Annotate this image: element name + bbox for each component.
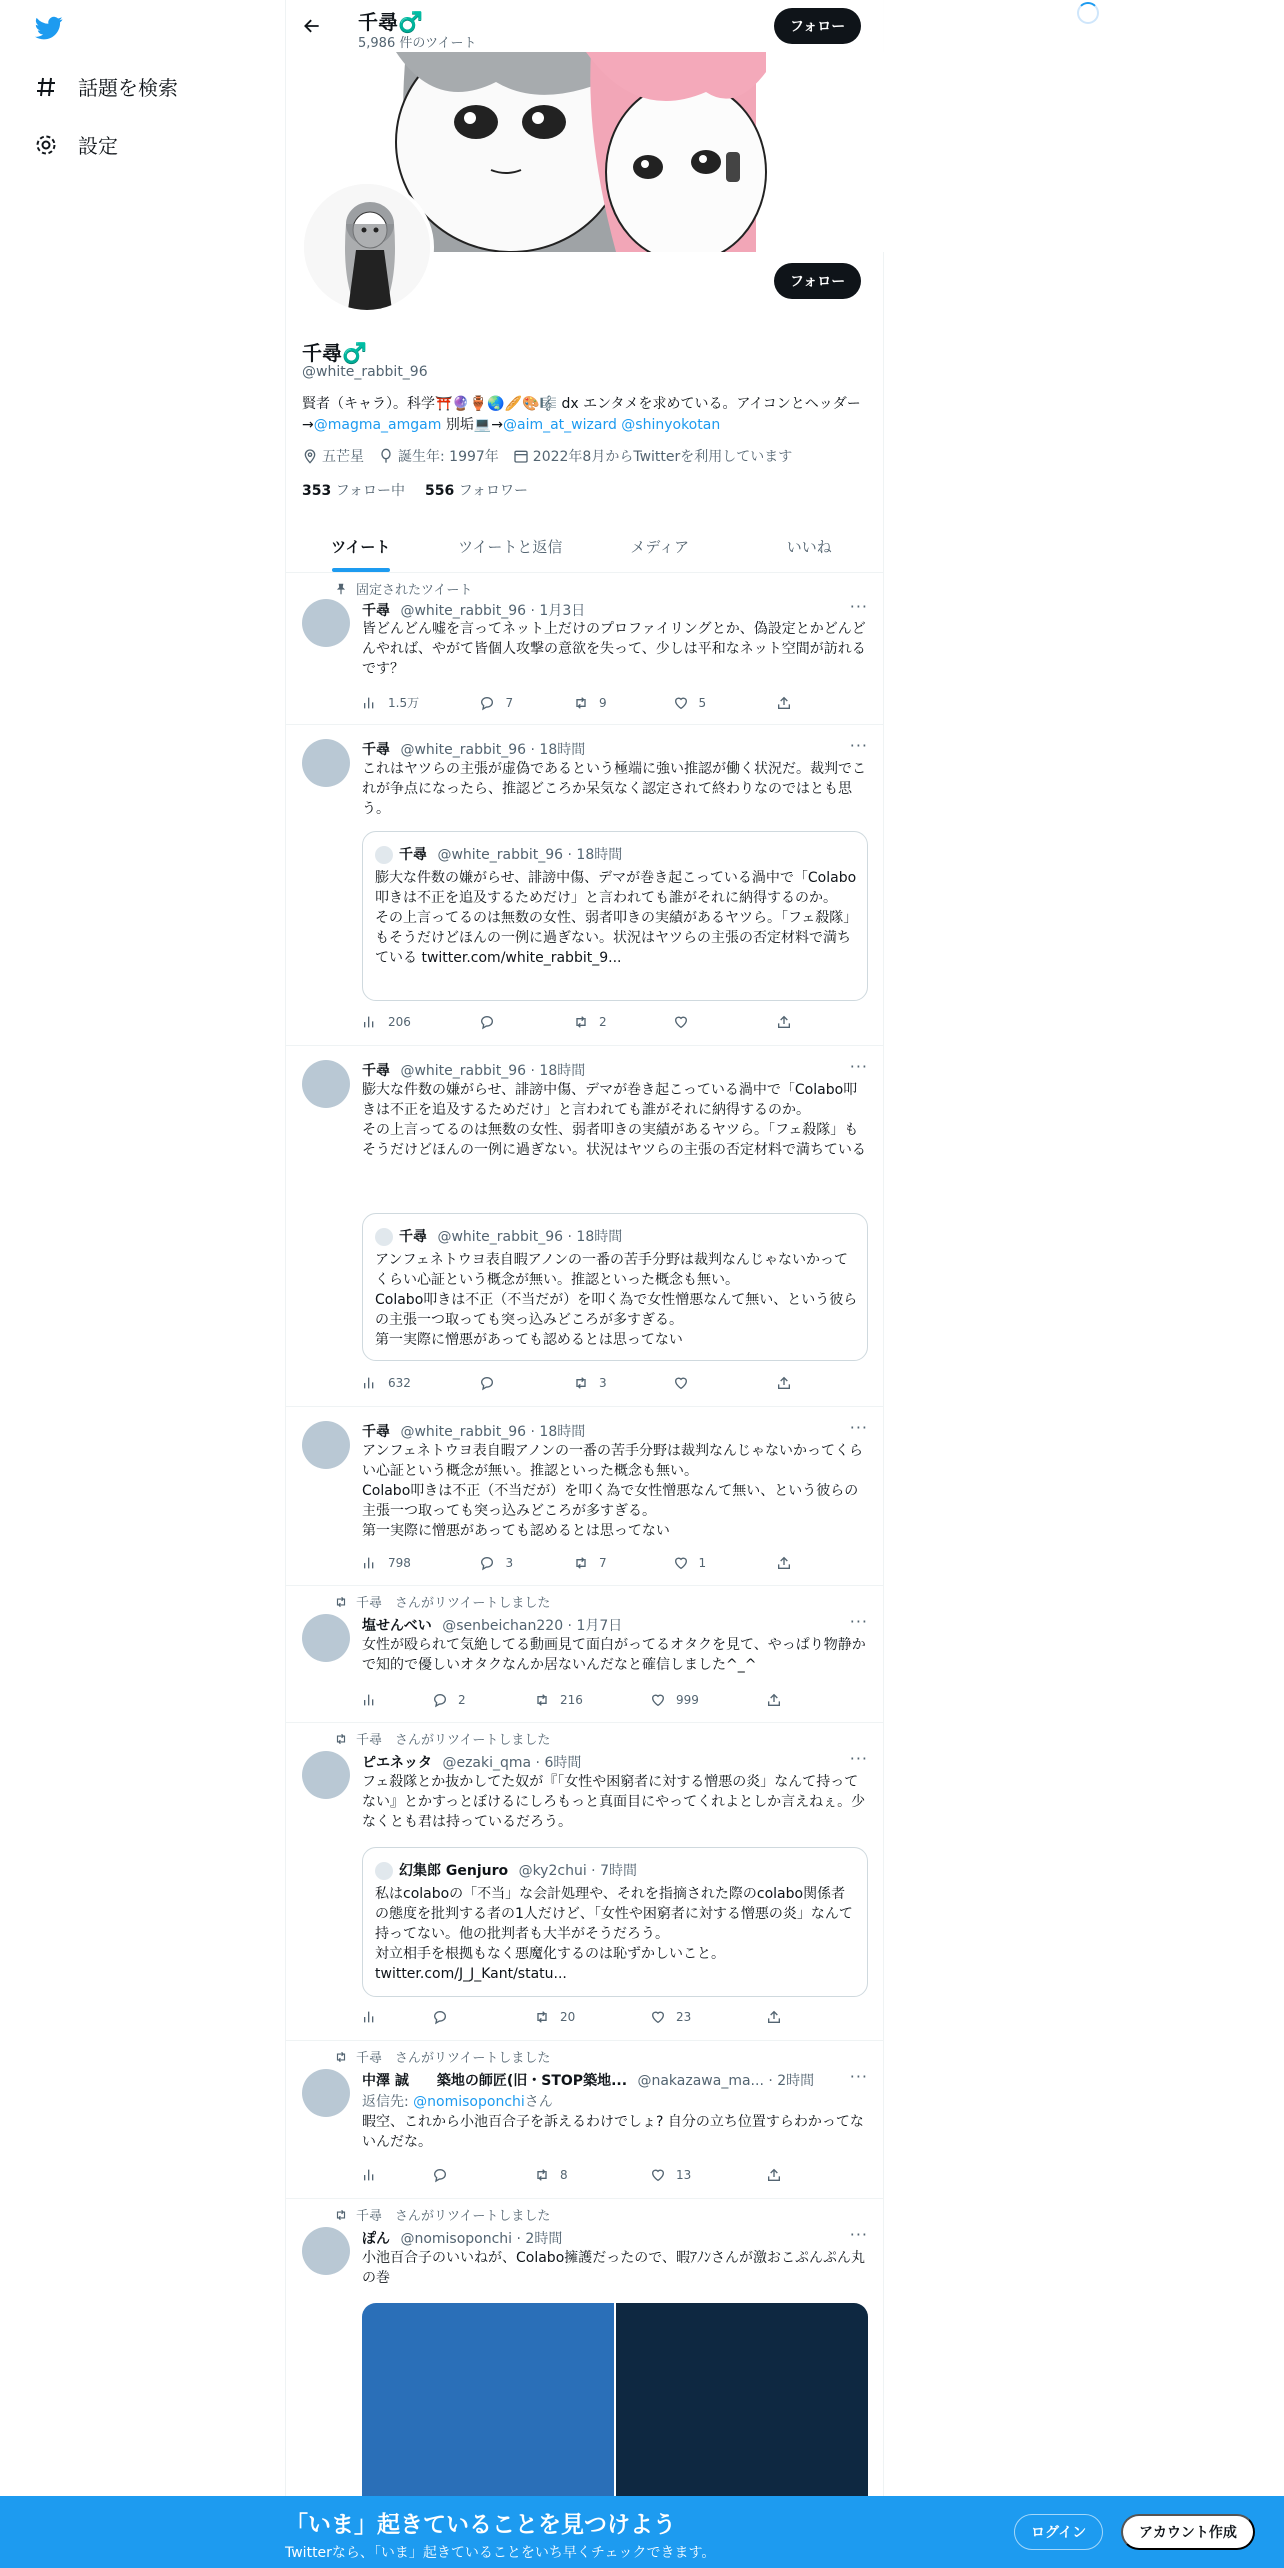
tweet-retweeted[interactable] — [286, 2199, 884, 2499]
tweet-context — [334, 1729, 550, 1748]
share-button[interactable] — [766, 2167, 782, 2183]
tweet-context — [334, 1592, 550, 1611]
views-count: 1.5万 — [388, 696, 420, 710]
tweet-handle-time[interactable]: @senbeichan220 · 1月7日 — [442, 1618, 623, 1634]
heart-icon — [650, 2009, 666, 2025]
like-count: 1 — [698, 1556, 707, 1570]
more-options-icon[interactable]: ··· — [849, 1418, 868, 1437]
reply-icon — [479, 695, 495, 711]
tweet-text: アンフェネトウヨ表自暇アノンの一番の苦手分野は裁判なんじゃないかってくらい心証という概念が無い。推認といった概念も無い。 Colabo叩きは不正（不当だが）を叩く為で女性憎悪なんて無い、という彼らの主張一つ取っても突っ込みどころが多すぎる。 第一実際に憎悪があっても認めるとは思ってない — [362, 1443, 864, 1539]
quote-handle-time: @white_rabbit_96 · 18時間 — [437, 847, 623, 863]
quote-author-name: 千尋 — [399, 847, 427, 863]
views-button[interactable] — [362, 1375, 479, 1391]
gear-icon — [34, 133, 58, 157]
joined-text: 2022年8月からTwitterを利用しています — [532, 449, 793, 465]
quote-avatar — [375, 1862, 393, 1880]
tweet-author-name[interactable]: 塩せんべい — [362, 1618, 432, 1634]
retweet-count: 3 — [598, 1376, 607, 1390]
retweet-icon — [573, 1375, 589, 1391]
share-button[interactable] — [776, 1375, 792, 1391]
like-button[interactable] — [673, 1014, 777, 1030]
share-button[interactable] — [776, 1555, 792, 1571]
reply-icon — [432, 2167, 448, 2183]
retweet-context-icon — [334, 2050, 348, 2064]
tweet-header — [362, 2228, 562, 2248]
retweet-button[interactable] — [534, 1692, 650, 1708]
tweet-actions — [362, 1375, 792, 1391]
retweet-icon — [534, 2009, 550, 2025]
bio-link-aim[interactable]: @aim_at_wizard — [503, 417, 617, 433]
tweet-media[interactable] — [362, 2303, 868, 2503]
avatar-illustration-icon — [304, 184, 430, 310]
tweet-author-name[interactable]: 千尋 — [362, 1424, 390, 1440]
header-follow-button[interactable]: フォロー — [774, 8, 861, 44]
profile-location — [302, 446, 364, 466]
signup-banner-subtitle: Twitterなら、「いま」起きていることをいち早くチェックできます。 — [285, 2545, 716, 2561]
like-count: 999 — [676, 1693, 699, 1707]
quote-header — [375, 1226, 622, 1246]
heart-icon — [650, 2167, 666, 2183]
tweet-context — [334, 2047, 550, 2066]
tab-likes[interactable]: いいね — [786, 537, 832, 556]
tweet-header — [362, 739, 585, 759]
quote-handle-time: @ky2chui · 7時間 — [518, 1863, 637, 1879]
tweet-context — [334, 2205, 550, 2224]
tweet-author-name[interactable]: ぽん — [362, 2231, 390, 2247]
tweet-author-name[interactable]: ピエネッタ — [362, 1755, 432, 1771]
tweet-avatar[interactable] — [302, 1421, 350, 1469]
like-button[interactable] — [673, 1555, 777, 1571]
tab-tweets[interactable]: ツイート — [286, 520, 436, 572]
tweet-actions — [362, 1014, 792, 1030]
like-button[interactable] — [673, 1375, 777, 1391]
like-count: 5 — [698, 695, 707, 710]
tweet[interactable] — [286, 1407, 884, 1586]
tweet-avatar[interactable] — [302, 1060, 350, 1108]
retweet-count: 8 — [560, 2168, 568, 2182]
quote-author-name: 千尋 — [399, 1229, 427, 1245]
views-button[interactable] — [362, 1555, 479, 1571]
location-text: 五芒星 — [322, 449, 364, 465]
reply-icon — [479, 1014, 495, 1030]
tweet-text: 小池百合子のいいねが、Colabo擁護だったので、暇ｱﾉﾝさんが激おこぷんぷん丸の巻 — [362, 2250, 865, 2286]
share-icon — [766, 2167, 782, 2183]
views-chart-icon — [362, 1555, 378, 1571]
loading-spinner-icon — [1077, 2, 1099, 24]
reply-count: 2 — [458, 1693, 466, 1707]
reply-count: 7 — [505, 695, 514, 710]
quoted-tweet[interactable] — [362, 1213, 868, 1361]
share-icon — [766, 2009, 782, 2025]
more-options-icon[interactable]: ··· — [849, 597, 868, 616]
reply-button[interactable] — [479, 1555, 573, 1571]
tweet-handle-time[interactable]: @white_rabbit_96 · 18時間 — [400, 742, 586, 758]
tweet-avatar[interactable] — [302, 599, 350, 647]
tweet-author-name[interactable]: 中澤 誠 築地の師匠(旧・STOP築地... — [362, 2073, 628, 2089]
reply-to-label: 返信先: — [362, 2094, 414, 2110]
like-count: 13 — [676, 2168, 692, 2182]
reply-icon — [432, 1692, 448, 1708]
nav-settings-label: 設定 — [78, 134, 118, 158]
quote-avatar — [375, 1228, 393, 1246]
tweet-header — [362, 600, 585, 620]
quoted-tweet[interactable] — [362, 1847, 868, 1997]
share-button[interactable] — [776, 694, 792, 711]
views-button[interactable] — [362, 694, 479, 711]
views-count: 206 — [388, 1015, 411, 1029]
bio-link-magma[interactable]: @magma_amgam — [313, 417, 442, 433]
media-image-1[interactable] — [362, 2303, 614, 2503]
heart-icon — [650, 1692, 666, 1708]
signup-button[interactable]: アカウント作成 — [1121, 2514, 1255, 2550]
main-column — [285, 0, 884, 2568]
bio-text: 賢者（キャラ）。科学⛩️🔮🏺🌏🥖🎨🎼 dx エンタメを求めている。アイコンとヘッダー→ — [302, 396, 861, 433]
tweet-header — [362, 1421, 585, 1441]
followers-label: フォロワー — [458, 483, 528, 499]
share-icon — [776, 1375, 792, 1391]
tweet-handle-time[interactable]: @white_rabbit_96 · 18時間 — [400, 1063, 586, 1079]
tweet-actions — [362, 2009, 792, 2025]
views-button[interactable] — [362, 2009, 432, 2025]
views-chart-icon — [362, 2009, 378, 2025]
login-button[interactable]: ログイン — [1014, 2514, 1103, 2550]
reply-count: 3 — [505, 1556, 514, 1570]
calendar-icon — [513, 448, 529, 464]
heart-icon — [673, 1014, 689, 1030]
quote-avatar — [375, 846, 393, 864]
retweet-count: 7 — [598, 1556, 607, 1570]
share-button[interactable] — [766, 2009, 782, 2025]
profile-bio — [302, 394, 872, 436]
tweet-header — [362, 1060, 585, 1080]
reply-button[interactable] — [432, 2009, 534, 2025]
nav-explore-label: 話題を検索 — [78, 76, 178, 100]
retweeted-by-label[interactable]: 千尋 さんがリツイートしました — [356, 1596, 551, 1611]
quote-text: アンフェネトウヨ表自暇アノンの一番の苦手分野は裁判なんじゃないかってくらい心証という概念が無い。推認といった概念も無い。 Colabo叩きは不正（不当だが）を叩く為で女性憎悪なんて無い、という彼らの主張一つ取っても突っ込みどころが多すぎる。 第一実際に憎悪があっても認めるとは思ってない — [375, 1252, 858, 1348]
reply-button[interactable] — [479, 1375, 573, 1391]
reply-icon — [432, 2009, 448, 2025]
tweet-avatar[interactable] — [302, 739, 350, 787]
following-stat[interactable] — [302, 480, 405, 500]
tweet-header — [362, 2070, 814, 2090]
tweet-pinned[interactable] — [286, 573, 884, 725]
quote-text: 膨大な件数の嫌がらせ、誹謗中傷、デマが巻き起こっている渦中で「Colabo叩きは不正を追及するためだけ」と言われても誰がそれに納得するのか。 その上言ってるのは無数の女性、弱者叩きの実績があるヤツら。「フェ殺隊」もそうだけどほんの一例に過ぎない。状況はヤツらの主張の否定材料で満ちている twitter.com/white_rabbit_9... — [375, 870, 858, 966]
following-count: 353 — [302, 483, 332, 499]
share-icon — [776, 695, 792, 711]
tweet-retweeted[interactable] — [286, 1586, 884, 1723]
hashtag-icon — [34, 75, 58, 99]
tweet-avatar[interactable] — [302, 1751, 350, 1799]
birth-text: 誕生年: 1997年 — [398, 449, 499, 465]
profile-meta — [302, 446, 792, 466]
tweet-author-name[interactable]: 千尋 — [362, 603, 390, 619]
reply-button[interactable] — [479, 694, 573, 711]
tweet-header — [362, 1752, 581, 1772]
more-options-icon[interactable]: ··· — [849, 2225, 868, 2244]
tweet-actions — [362, 1555, 792, 1571]
like-button[interactable] — [650, 2167, 766, 2183]
retweeted-by-label[interactable]: 千尋 さんがリツイートしました — [356, 2051, 551, 2066]
tab-tweets-and-replies[interactable]: ツイートと返信 — [458, 537, 563, 556]
nav-settings[interactable] — [34, 130, 118, 159]
retweet-context-icon — [334, 1732, 348, 1746]
like-button[interactable] — [650, 1692, 766, 1708]
followers-count: 556 — [425, 483, 455, 499]
tweet-text: これはヤツらの主張が虚偽であるという極端に強い推認が働く状況だ。裁判でこれが争点になったら、推認どころか呆気なく認定されて終わりなのではとも思う。 — [362, 761, 866, 817]
header-tweet-count: 5,986 件のツイート — [358, 36, 477, 51]
profile-header-bar — [286, 0, 884, 52]
profile-birth — [378, 446, 499, 466]
tweet-avatar[interactable] — [302, 2069, 350, 2117]
profile-name: 千尋♂️ — [302, 341, 367, 365]
signup-banner — [0, 2496, 1284, 2568]
quote-handle-time: @white_rabbit_96 · 18時間 — [437, 1229, 623, 1245]
profile-follow-button[interactable]: フォロー — [774, 263, 861, 299]
reply-to-handle[interactable]: @nomisoponchi — [413, 2094, 525, 2110]
views-count: 632 — [388, 1376, 411, 1390]
bio-link-shinyokotan[interactable]: @shinyokotan — [621, 417, 721, 433]
profile-avatar[interactable] — [300, 180, 434, 314]
tweet-text: 女性が殴られて気絶してる動画見て面白がってるオタクを見て、やっぱり物静かで知的で優しいオタクなんか居ないんだなと確信しました^_^ — [362, 1637, 866, 1673]
more-options-icon[interactable]: ··· — [849, 1612, 868, 1631]
quote-author-name: 幻集郎 Genjuro — [399, 1863, 509, 1879]
share-button[interactable] — [766, 1692, 782, 1708]
following-label: フォロー中 — [335, 483, 405, 499]
share-button[interactable] — [776, 1014, 792, 1030]
quote-header — [375, 844, 622, 864]
share-icon — [776, 1014, 792, 1030]
retweet-icon — [534, 2167, 550, 2183]
retweet-button[interactable] — [573, 1014, 673, 1030]
views-chart-icon — [362, 695, 378, 711]
location-pin-icon — [302, 448, 318, 464]
tweet-avatar[interactable] — [302, 1614, 350, 1662]
retweet-button[interactable] — [573, 1375, 673, 1391]
tweet-header — [362, 1615, 622, 1635]
media-image-2[interactable] — [616, 2303, 868, 2503]
tweet-text: 膨大な件数の嫌がらせ、誹謗中傷、デマが巻き起こっている渦中で「Colabo叩きは不正を追及するためだけ」と言われても誰がそれに納得するのか。 その上言ってるのは無数の女性、弱者叩きの実績があるヤツら。「フェ殺隊」もそうだけどほんの一例に過ぎない。状況はヤツらの主張の否定材料で満ちている — [362, 1082, 866, 1158]
pinned-label: 固定されたツイート — [356, 583, 473, 598]
retweet-icon — [534, 1692, 550, 1708]
tweet-actions — [362, 694, 792, 711]
reply-to-line — [362, 2091, 553, 2111]
tweet-handle-time[interactable]: @nomisoponchi · 2時間 — [400, 2231, 563, 2247]
retweet-count: 216 — [560, 1693, 583, 1707]
heart-icon — [673, 1555, 689, 1571]
tab-media[interactable]: メディア — [630, 537, 690, 556]
views-button[interactable] — [362, 1692, 432, 1708]
retweeted-by-label[interactable]: 千尋 さんがリツイートしました — [356, 1733, 551, 1748]
tweet-actions — [362, 2167, 792, 2183]
retweet-count: 9 — [598, 695, 607, 710]
twitter-logo-icon[interactable] — [34, 14, 64, 42]
views-chart-icon — [362, 1014, 378, 1030]
tweet-avatar[interactable] — [302, 2227, 350, 2275]
profile-joined — [513, 446, 792, 466]
tweet-handle-time[interactable]: @ezaki_qma · 6時間 — [442, 1755, 582, 1771]
retweet-context-icon — [334, 1595, 348, 1609]
profile-tabs — [286, 520, 884, 573]
tweet-text: フェ殺隊とか抜かしてた奴が『「女性や困窮者に対する憎悪の炎」なんて持ってない』とかすっとぼけるにしろもっと真面目にやってくれよとしか言えねぇ。少なくとも君は持っているだろう。 — [362, 1774, 866, 1830]
header-title: 千尋♂️ — [358, 10, 423, 34]
like-button[interactable] — [650, 2009, 766, 2025]
reply-button[interactable] — [479, 1014, 573, 1030]
share-icon — [766, 1692, 782, 1708]
quote-header — [375, 1860, 637, 1880]
tweet-actions — [362, 1692, 792, 1708]
followers-stat[interactable] — [425, 480, 528, 500]
retweet-button[interactable] — [534, 2167, 650, 2183]
retweet-button[interactable] — [573, 1555, 673, 1571]
like-count: 23 — [676, 2010, 692, 2024]
tweet-context — [334, 579, 472, 598]
tweet-text: 暇空、これから小池百合子を訴えるわけでしょ? 自分の立ち位置すらわかってないんだな。 — [362, 2114, 864, 2150]
reply-button[interactable] — [432, 1692, 534, 1708]
more-options-icon[interactable]: ··· — [849, 736, 868, 755]
retweet-icon — [573, 1014, 589, 1030]
more-options-icon[interactable]: ··· — [849, 2067, 868, 2086]
retweet-icon — [573, 695, 589, 711]
bio-middle: 別垢💻→ — [441, 417, 503, 433]
heart-icon — [673, 1375, 689, 1391]
tweet-retweeted[interactable] — [286, 2041, 884, 2199]
tweet-retweeted[interactable] — [286, 1723, 884, 2041]
retweeted-by-label[interactable]: 千尋 さんがリツイートしました — [356, 2209, 551, 2224]
views-button[interactable] — [362, 1014, 479, 1030]
nav-explore[interactable] — [34, 72, 178, 101]
more-options-icon[interactable]: ··· — [849, 1749, 868, 1768]
balloon-icon — [378, 448, 394, 464]
quote-text: 私はcolaboの「不当」な会計処理や、それを指摘された際のcolabo関係者の態度を批判する者の1人だけど、「女性や困窮者に対する憎悪の炎」なんて持ってない。他の批判者も大半がそうだろう。 対立相手を根拠もなく悪魔化するのは恥ずかしいこと。 twitter.com/J_J_Kant/statu... — [375, 1886, 853, 1982]
tweet-author-name[interactable]: 千尋 — [362, 742, 390, 758]
views-button[interactable] — [362, 2167, 432, 2183]
tweet-handle-time[interactable]: @white_rabbit_96 · 1月3日 — [400, 603, 586, 619]
views-chart-icon — [362, 2167, 378, 2183]
tweet[interactable] — [286, 725, 884, 1046]
retweet-icon — [573, 1555, 589, 1571]
quoted-tweet[interactable] — [362, 831, 868, 1001]
retweet-count: 20 — [560, 2010, 576, 2024]
back-arrow-icon[interactable] — [302, 16, 322, 36]
reply-to-suffix: さん — [524, 2094, 553, 2110]
reply-icon — [479, 1375, 495, 1391]
profile-follow-stats — [302, 480, 528, 500]
share-icon — [776, 1555, 792, 1571]
more-options-icon[interactable]: ··· — [849, 1057, 868, 1076]
retweet-button[interactable] — [573, 694, 673, 711]
tweet[interactable] — [286, 1046, 884, 1407]
retweet-context-icon — [334, 2208, 348, 2222]
tweet-handle-time[interactable]: @nakazawa_ma... · 2時間 — [637, 2073, 815, 2089]
profile-handle: @white_rabbit_96 — [302, 364, 428, 380]
tweet-text: 皆どんどん嘘を言ってネット上だけのプロファイリングとか、偽設定とかどんどんやれば、やがて皆個人攻撃の意欲を失って、少しは平和なネット空間が訪れるです？ — [362, 621, 866, 677]
retweet-button[interactable] — [534, 2009, 650, 2025]
views-count: 798 — [388, 1556, 411, 1570]
reply-button[interactable] — [432, 2167, 534, 2183]
like-button[interactable] — [673, 694, 777, 711]
tweet-handle-time[interactable]: @white_rabbit_96 · 18時間 — [400, 1424, 586, 1440]
views-chart-icon — [362, 1375, 378, 1391]
reply-icon — [479, 1555, 495, 1571]
tweet-author-name[interactable]: 千尋 — [362, 1063, 390, 1079]
pin-icon — [334, 582, 348, 596]
heart-icon — [673, 695, 689, 711]
retweet-count: 2 — [598, 1015, 607, 1029]
signup-banner-title: 「いま」起きていることを見つけよう — [285, 2512, 676, 2538]
views-chart-icon — [362, 1692, 378, 1708]
